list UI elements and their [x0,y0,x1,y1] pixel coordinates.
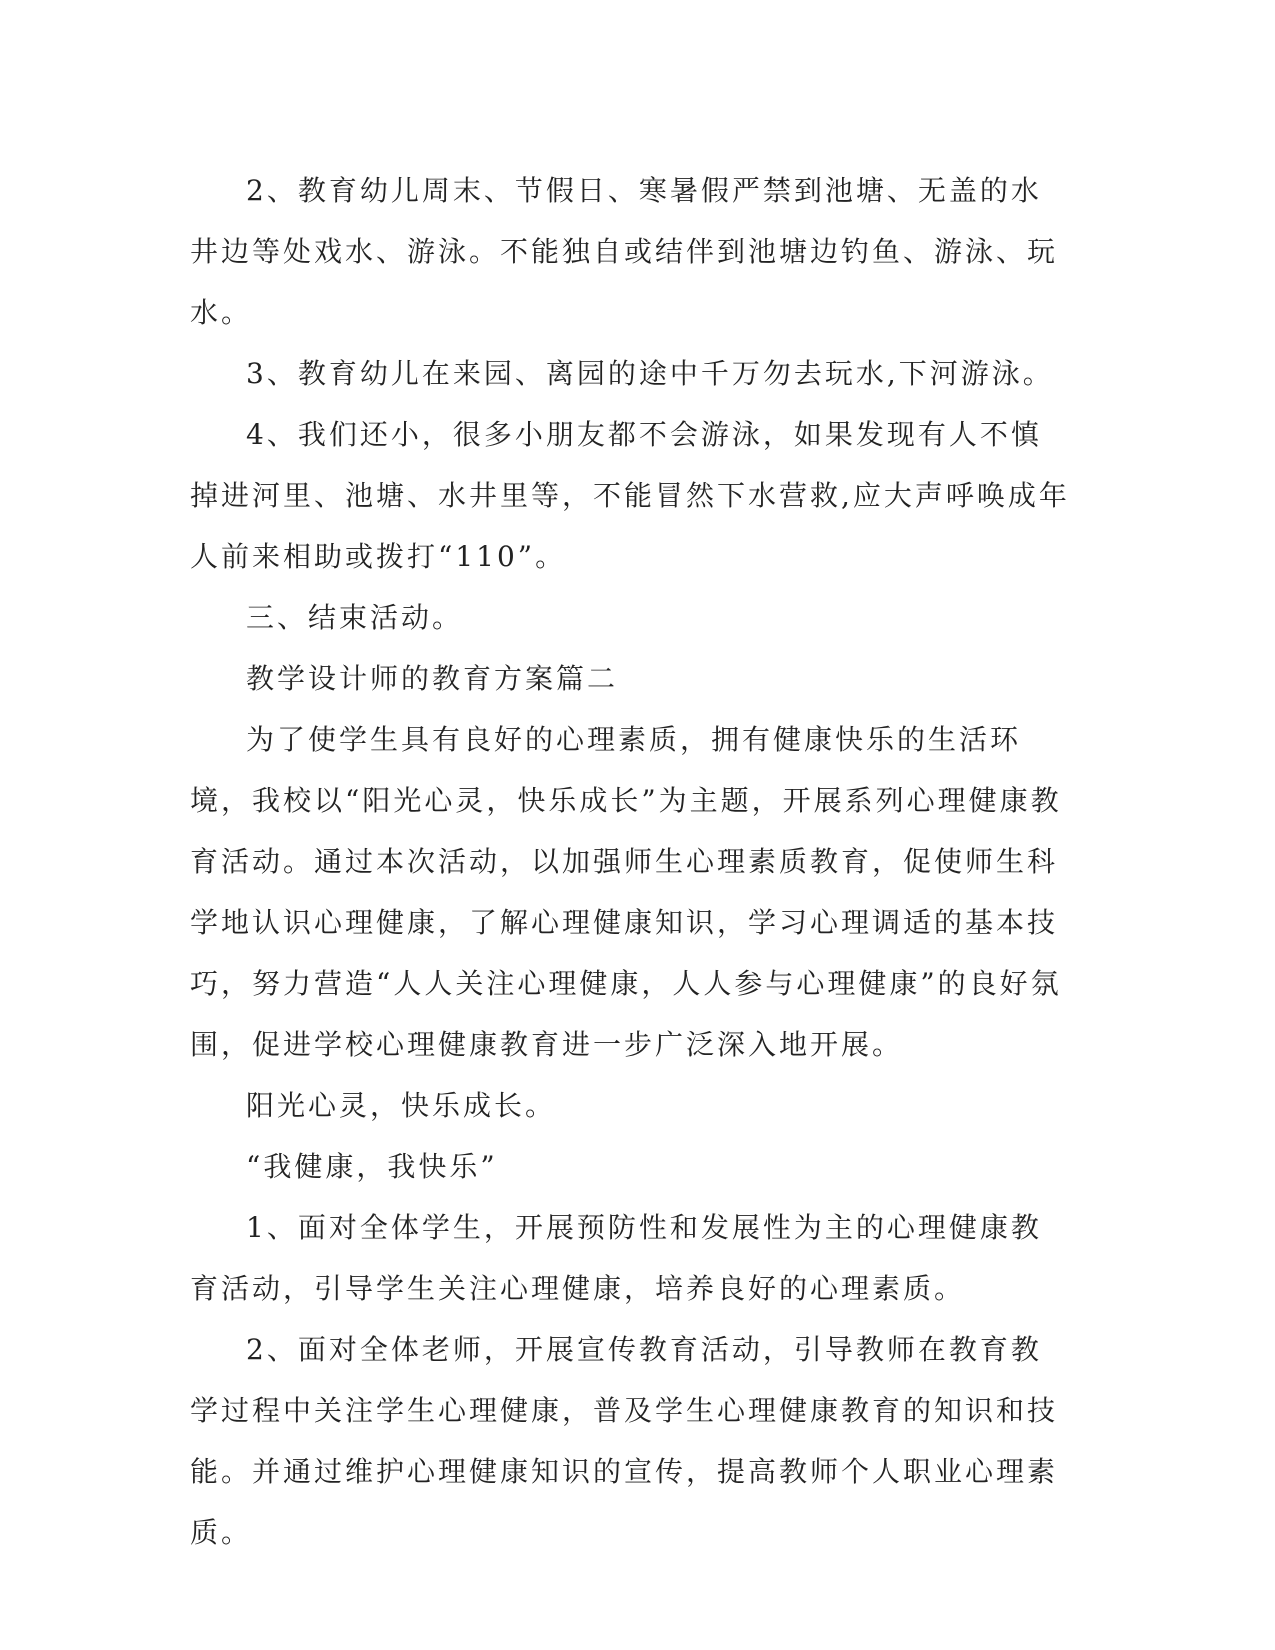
paragraph-drowning-rule-3: 3、教育幼儿在来园、离园的途中千万勿去玩水,下河游泳。 [246,357,1054,390]
paragraph-theme: 阳光心灵，快乐成长。 [246,1089,557,1122]
paragraph-slogan: “我健康，我快乐” [246,1150,498,1183]
paragraph-drowning-rule-4: 4、我们还小，很多小朋友都不会游泳，如果发现有人不慎掉进河里、池塘、水井里等，不能冒然下水营救,应大声呼唤成年人前来相助或拨打“110”。 [190,418,1070,573]
document-body [190,160,1070,1563]
paragraph-introduction: 为了使学生具有良好的心理素质，拥有健康快乐的生活环境，我校以“阳光心灵，快乐成长”为主题，开展系列心理健康教育活动。通过本次活动，以加强师生心理素质教育，促使师生科学地认识心理健康，了解心理健康知识，学习心理调适的基本技巧，努力营造“人人关注心理健康，人人参与心理健康”的良好氛围，促进学校心理健康教育进一步广泛深入地开展。 [190,723,1062,1061]
paragraph-drowning-rule-2: 2、教育幼儿周末、节假日、寒暑假严禁到池塘、无盖的水井边等处戏水、游泳。不能独自或结伴到池塘边钓鱼、游泳、玩水。 [190,174,1059,329]
paragraph-goal-1: 1、面对全体学生，开展预防性和发展性为主的心理健康教育活动，引导学生关注心理健康，培养良好的心理素质。 [190,1211,1042,1305]
paragraph-goal-2: 2、面对全体老师，开展宣传教育活动，引导教师在教育教学过程中关注学生心理健康，普及学生心理健康教育的知识和技能。并通过维护心理健康知识的宣传，提高教师个人职业心理素质。 [190,1333,1059,1549]
paragraph-section-end-activity: 三、结束活动。 [246,601,464,634]
section-heading-part-two: 教学设计师的教育方案篇二 [246,662,619,695]
